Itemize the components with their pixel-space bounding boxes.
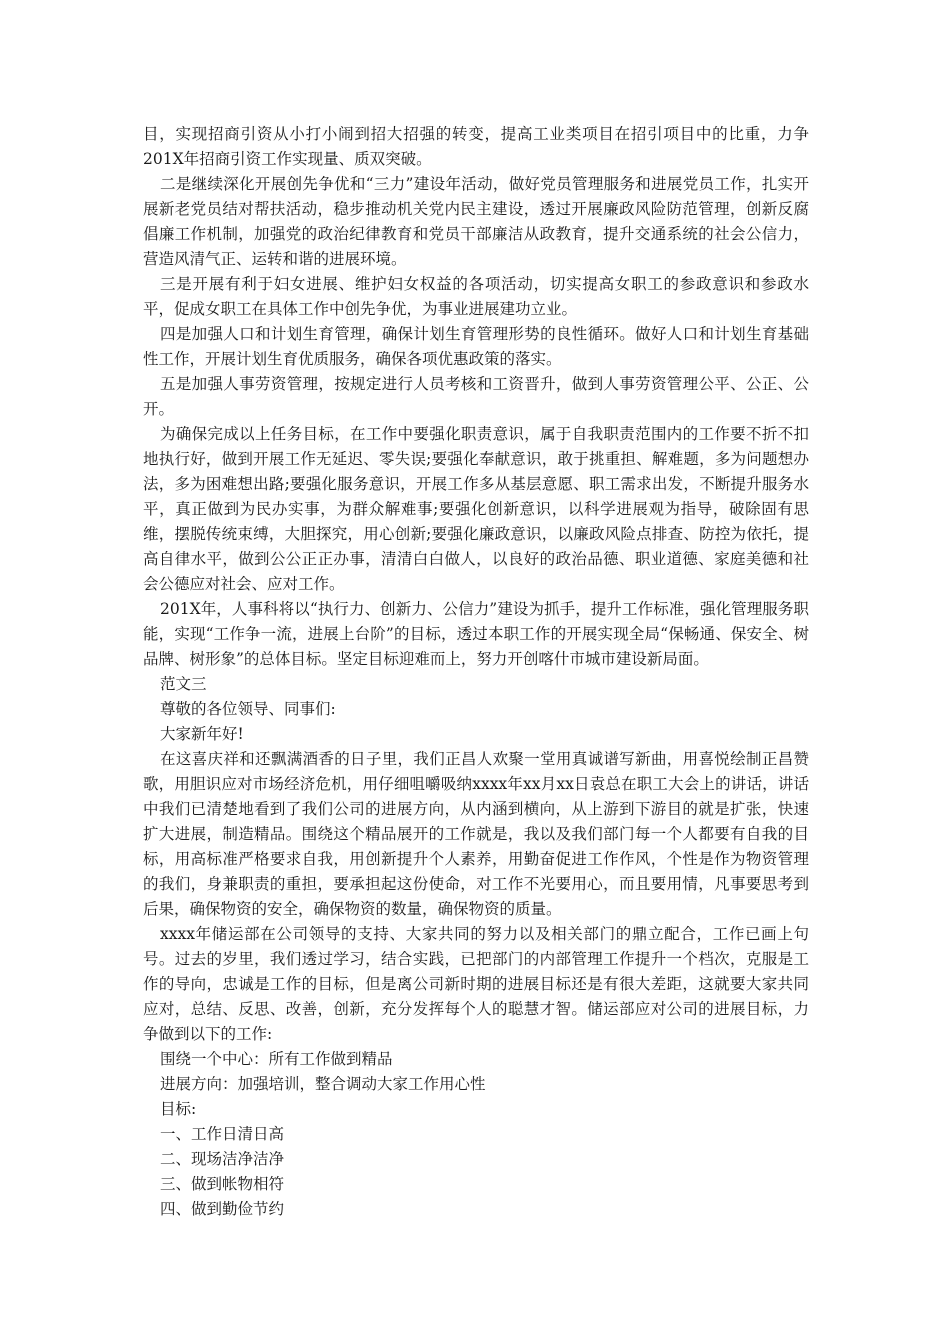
direction-line: 进展方向：加强培训，整合调动大家工作用心性 <box>160 1075 486 1093</box>
paragraph-2: 二是继续深化开展创先争优和“三力”建设年活动，做好党员管理服务和进展党员工作，扎实开展新老党员结对帮扶活动，稳步推动机关党内民主建设，透过开展廉政风险防范管理，创新反腐倡廉工作机制，加强党的政治纪律教育和党员干部廉洁从政教育，提升交通系统的社会公信力，营造风清气正、运转和谐的进展环境。 <box>143 175 809 268</box>
paragraph-4: 四是加强人口和计划生育管理，确保计划生育管理形势的良性循环。做好人口和计划生育基础性工作，开展计划生育优质服务，确保各项优惠政策的落实。 <box>143 325 809 368</box>
paragraph-1: 目，实现招商引资从小打小闹到招大招强的转变，提高工业类项目在招引项目中的比重，力争201X年招商引资工作实现量、质双突破。 <box>143 125 809 168</box>
goal-item-1: 一、工作日清日高 <box>160 1125 285 1143</box>
goal-item-4: 四、做到勤俭节约 <box>160 1200 285 1218</box>
paragraph-12: xxxx年储运部在公司领导的支持、大家共同的努力以及相关部门的鼎立配合，工作已画上句号。过去的岁里，我们透过学习，结合实践，已把部门的内部管理工作提升一个档次，克服是工作的导向，忠诚是工作的目标，但是离公司新时期的进展目标还是有很大差距，这就要大家共同应对，总结、反思、改善，创新，充分发挥每个人的聪慧才智。储运部应对公司的进展目标，力争做到以下的工作: <box>143 925 809 1043</box>
section-heading: 范文三 <box>160 675 207 693</box>
document-page <box>143 122 809 1222</box>
salutation: 尊敬的各位领导、同事们: <box>160 700 336 718</box>
goals-label: 目标: <box>160 1100 197 1118</box>
goal-item-2: 二、现场洁净洁净 <box>160 1150 285 1168</box>
paragraph-11: 在这喜庆祥和还飘满酒香的日子里，我们正昌人欢聚一堂用真诚谱写新曲，用喜悦绘制正昌赞歌，用胆识应对市场经济危机，用仔细咀嚼吸纳xxxx年xx月xx日袁总在职工大会上的讲话，讲话中我们已清楚地看到了我们公司的进展方向，从内涵到横向，从上游到下游目的就是扩张，快速扩大进展，制造精品。围绕这个精品展开的工作就是，我以及我们部门每一个人都要有自我的目标，用高标准严格要求自我，用创新提升个人素养，用勤奋促进工作作风，个性是作为物资管理的我们，身兼职责的重担，要承担起这份使命，对工作不光要用心，而且要用情，凡事要思考到后果，确保物资的安全，确保物资的数量，确保物资的质量。 <box>143 750 809 918</box>
paragraph-6: 为确保完成以上任务目标，在工作中要强化职责意识，属于自我职责范围内的工作要不折不扣地执行好，做到开展工作无延迟、零失误;要强化奉献意识，敢于挑重担、解难题，多为问题想办法，多为困难想出路;要强化服务意识，开展工作多从基层意愿、职工需求出发，不断提升服务水平，真正做到为民办实事，为群众解难事;要强化创新意识，以科学进展观为指导，破除固有思维，摆脱传统束缚，大胆探究，用心创新;要强化廉政意识，以廉政风险点排查、防控为依托，提高自律水平，做到公公正正办事，清清白白做人，以良好的政治品德、职业道德、家庭美德和社会公德应对社会、应对工作。 <box>143 425 809 593</box>
focus-line: 围绕一个中心：所有工作做到精品 <box>160 1050 393 1068</box>
paragraph-3: 三是开展有利于妇女进展、维护妇女权益的各项活动，切实提高女职工的参政意识和参政水平，促成女职工在具体工作中创先争优，为事业进展建功立业。 <box>143 275 809 318</box>
paragraph-5: 五是加强人事劳资管理，按规定进行人员考核和工资晋升，做到人事劳资管理公平、公正、公开。 <box>143 375 809 418</box>
greeting: 大家新年好! <box>160 725 244 743</box>
paragraph-7: 201X年，人事科将以“执行力、创新力、公信力”建设为抓手，提升工作标准，强化管理服务职能，实现“工作争一流，进展上台阶”的目标，透过本职工作的开展实现全局“保畅通、保安全、树品牌、树形象”的总体目标。坚定目标迎难而上，努力开创喀什市城市建设新局面。 <box>143 600 809 668</box>
goal-item-3: 三、做到帐物相符 <box>160 1175 285 1193</box>
